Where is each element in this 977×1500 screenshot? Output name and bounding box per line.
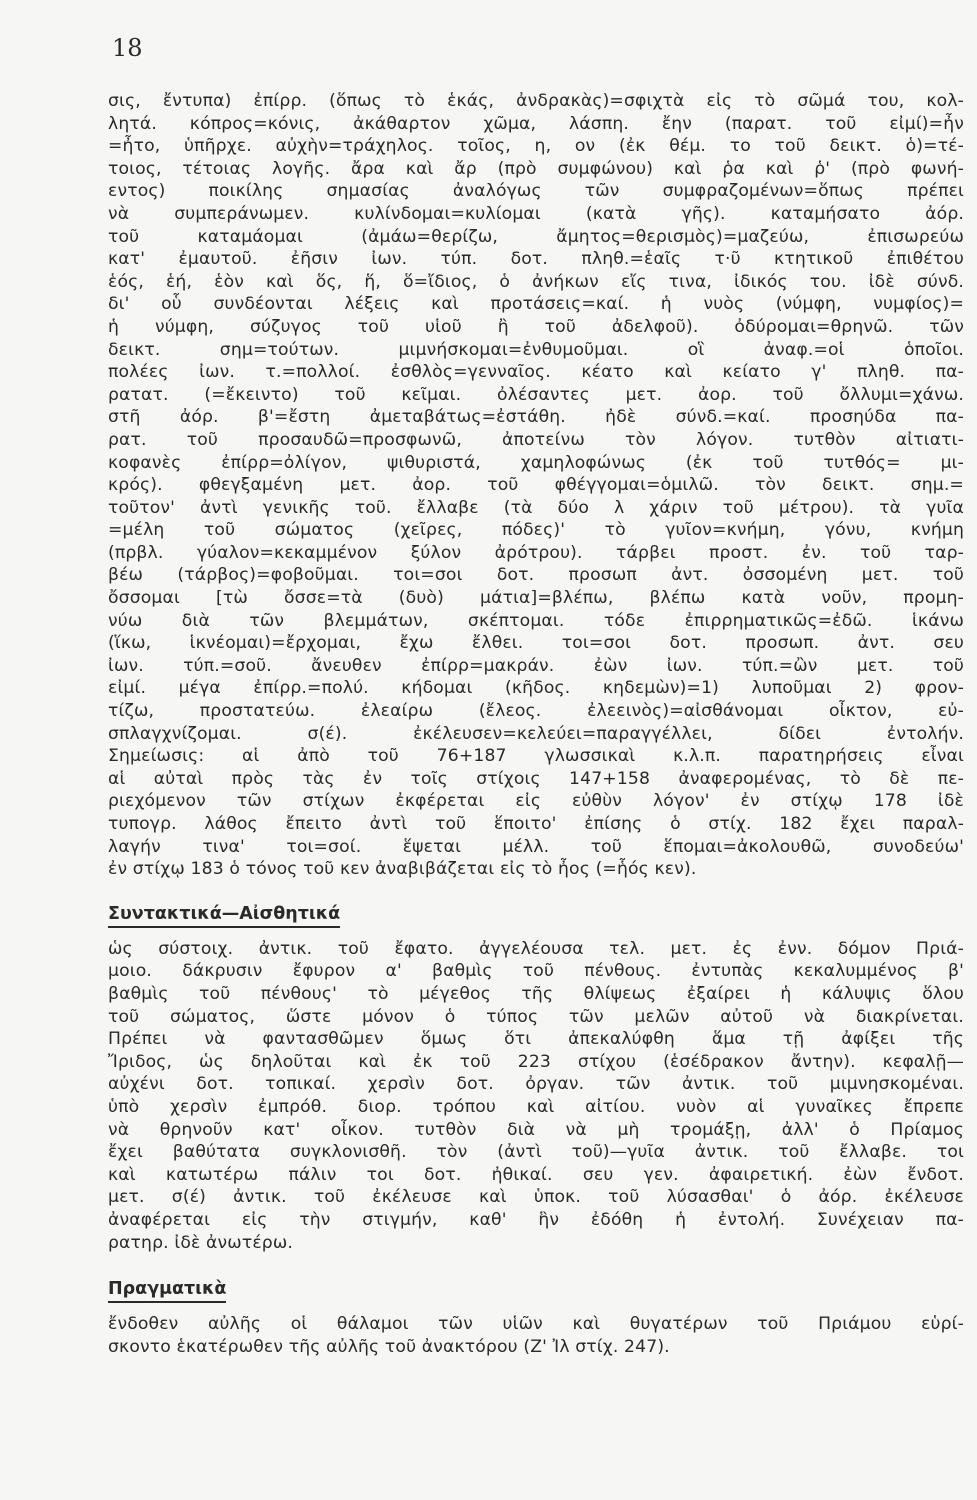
text-line: αἱ αὐταὶ πρὸς τὰς ἐν τοῖς στίχοις 147+158 ἀναφερομένας, τὸ δὲ πε- (108, 768, 964, 789)
glossary-section (108, 90, 964, 881)
text-line: Ἴριδος, ὡς δηλοῦται καὶ ἐκ τοῦ 223 στίχου (ἑσέδρακον ἄντην). κεφαλῇ— (108, 1051, 964, 1072)
text-line: σις, ἔντυπα) ἐπίρρ. (ὅπως τὸ ἑκάς, ἀνδρακὰς)=σφιχτὰ εἰς τὸ σῶμά του, κολ- (108, 91, 964, 111)
text-line: ἡ νύμφη, σύζυγος τοῦ υἱοῦ ἢ τοῦ ἀδελφοῦ). ὀδύρομαι=θρηνῶ. τῶν (108, 316, 964, 337)
text-line: λαγήν τινα' τοι=σοί. ἕψεται μέλλ. τοῦ ἕπομαι=ἀκολουθῶ, συνοδεύω' (108, 836, 964, 857)
text-line: =μέλη τοῦ σώματος (χεῖρες, πόδες)' τὸ γυῖον=κνήμη, γόνυ, κνήμη (108, 520, 964, 541)
text-line: ὡς σύστοιχ. ἀντικ. τοῦ ἔφατο. ἀγγελέουσα τελ. μετ. ἐς ἐνν. δόμον Πριά- (108, 938, 964, 959)
text-line: βέω (τάρβος)=φοβοῦμαι. τοι=σοι δοτ. προσωπ ἀντ. ὀσσομένη μετ. τοῦ (108, 565, 964, 586)
text-line: λητά. κόπρος=κόνις, ἀκάθαρτον χῶμα, λάσπη. ἔην (παρατ. τοῦ εἰμί)=ἦν (108, 113, 964, 134)
text-line: νύω διὰ τῶν βλεμμάτων, σκέπτομαι. τόδε ἐπιρρηματικῶς=ἐδῶ. ἱκάνω (108, 610, 964, 631)
text-line: σπλαγχνίζομαι. σ(έ). ἐκέλευσεν=κελεύει=παραγγέλλει, δίδει ἐντολήν. (108, 723, 964, 744)
page-body (108, 90, 964, 1358)
text-line: ρατηρ. ἰδὲ ἀνωτέρω. (108, 1232, 293, 1253)
text-line: ρατατ. (=ἔκειντο) τοῦ κεῖμαι. ὀλέσαντες μετ. ἀορ. τοῦ ὄλλυμι=χάνω. (108, 384, 964, 405)
text-line: πολέες ἰων. τ.=πολλοί. ἐσθλὸς=γενναῖος. κέατο καὶ κείατο γ' πληθ. πα- (108, 362, 964, 383)
section-heading-pragmatika: Πραγματικὰ (108, 1278, 226, 1303)
text-line: δι' οὗ συνδέονται λέξεις καὶ προτάσεις=καί. ἡ νυὸς (νύμφη, νυμφίος)= (108, 294, 964, 315)
text-line: τοῦ σώματος, ὥστε μόνον ὁ τύπος τῶν μελῶν αὐτοῦ νὰ διακρίνεται. (108, 1006, 964, 1027)
text-line: τοῦ καταμάομαι (ἀμάω=θερίζω, ἄμητος=θερισμὸς)=μαζεύω, ἐπισωρεύω (108, 226, 964, 247)
text-line: δεικτ. σημ=τούτων. μιμνήσκομαι=ἐνθυμοῦμαι. οἳ ἀναφ.=οἱ ὁποῖοι. (108, 339, 964, 360)
text-line: τυπογρ. λάθος ἔπειτο ἀντὶ τοῦ ἕποιτο' ἐπίσης ὁ στίχ. 182 ἔχει παραλ- (108, 814, 964, 834)
text-line: εἰμί. μέγα ἐπίρρ.=πολύ. κήδομαι (κῆδος. κηδεμὼν)=1) λυποῦμαι 2) φρον- (108, 678, 964, 699)
text-line: σκοντο ἑκατέρωθεν τῆς αὐλῆς τοῦ ἀνακτόρου (Ζ' Ἰλ στίχ. 247). (108, 1336, 670, 1357)
text-line: ὄσσομαι [τὼ ὄσσε=τὰ (δυὸ) μάτια]=βλέπω, βλέπω κατὰ νοῦν, προμη- (108, 588, 964, 609)
text-line: βαθμὶς τοῦ πένθους' τὸ μέγεθος τῆς θλίψεως ἐξαίρει ἡ κάλυψις ὅλου (108, 983, 964, 1004)
text-line: =ἦτο, ὑπῆρχε. αὐχὴν=τράχηλος. τοῖος, η, ον (ἐκ θέμ. το τοῦ δεικτ. ὁ)=τέ- (108, 136, 964, 157)
text-line: εντος) ποικίλης σημασίας ἀναλόγως τῶν συμφραζομένων=ὅπως πρέπει (108, 181, 964, 202)
text-line: τοῦτον' ἀντὶ γενικῆς τοῦ. ἔλλαβε (τὰ δύο λ χάριν τοῦ μέτρου). τὰ γυῖα (108, 497, 964, 518)
section-heading-syntaktika: Συντακτικά—Αἰσθητικά (108, 903, 340, 928)
syntax-section (108, 938, 964, 1254)
text-line: νὰ θρηνοῦν κατ' οἶκον. τυτθὸν διὰ νὰ μὴ τρομάξῃ, ἀλλ' ὁ Πρίαμος (108, 1119, 964, 1140)
text-line: καὶ κατωτέρω πάλιν τοι δοτ. ἠθικαί. σευ γεν. ἀφαιρετική. ἐὼν ἔνδοτ. (108, 1164, 964, 1185)
text-line: Πρέπει νὰ φαντασθῶμεν ὅμως ὅτι ἀπεκαλύφθη ἅμα τῇ ἀφίξει τῆς (108, 1029, 964, 1050)
text-line: κατ' ἐμαυτοῦ. ἐῆσιν ἰων. τύπ. δοτ. πληθ.=ἑαῖς τ·ῦ κτητικοῦ ἐπιθέτου (108, 249, 964, 270)
text-line: νὰ συμπεράνωμεν. κυλίνδομαι=κυλίομαι (κατὰ γῆς). καταμήσατο ἀόρ. (108, 203, 964, 224)
text-line: (πρβλ. γύαλον=κεκαμμένον ξύλον ἀρότρου). τάρβει προστ. ἐν. τοῦ ταρ- (108, 542, 964, 563)
realia-section (108, 1313, 964, 1358)
text-line: τίζω, προστατεύω. ἐλεαίρω (ἔλεος. ἐλεεινὸς)=αἰσθάνομαι οἶκτον, εὐ- (108, 701, 964, 722)
text-line: ριεχόμενον τῶν στίχων ἐκφέρεται εἰς εὐθὺν λόγον' ἐν στίχῳ 178 ἰδὲ (108, 791, 964, 812)
text-line: Σημείωσις: αἱ ἀπὸ τοῦ 76+187 γλωσσικαὶ κ.λ.π. παρατηρήσεις εἶναι (108, 746, 964, 767)
text-line: ὑπὸ χερσὶν ἐμπρόθ. διορ. τρόπου καὶ αἰτίου. νυὸν αἱ γυναῖκες ἔπρεπε (108, 1096, 964, 1117)
text-line: αὐχένι δοτ. τοπικαί. χερσὶν δοτ. ὀργαν. τῶν ἀντικ. τοῦ μιμνησκομέναι. (108, 1074, 964, 1095)
text-line: ἔχει βαθύτατα συγκλονισθῆ. τὸν (ἀντὶ τοῦ)—γυῖα ἀντικ. τοῦ ἔλλαβε. τοι (108, 1142, 964, 1163)
text-line: (ἵκω, ἱκνέομαι)=ἔρχομαι, ἔχω ἔλθει. τοι=σοι δοτ. προσωπ. ἀντ. σευ (108, 633, 964, 654)
text-line: ἔνδοθεν αὐλῆς οἱ θάλαμοι τῶν υἱῶν καὶ θυγατέρων τοῦ Πριάμου εὑρί- (108, 1314, 964, 1335)
text-line: μοιο. δάκρυσιν ἔφυρον α' βαθμὶς τοῦ πένθους. ἐντυπὰς κεκαλυμμένος β' (108, 961, 964, 982)
text-line: ἰων. τύπ.=σοῦ. ἄνευθεν ἐπίρρ=μακράν. ἐὼν ἰων. τύπ.=ὢν μετ. τοῦ (108, 655, 964, 676)
text-line: τοιος, τέτοιας λογῆς. ἄρα καὶ ἄρ (πρὸ συμφώνου) καὶ ῥα καὶ ῥ' (πρὸ φωνή- (108, 158, 964, 179)
text-line: ρατ. τοῦ προσαυδῶ=προσφωνῶ, ἀποτείνω τὸν λόγον. τυτθὸν αἰτιατι- (108, 429, 964, 450)
page-number: 18 (112, 34, 143, 62)
text-line: κρός). φθεγξαμένη μετ. ἀορ. τοῦ φθέγγομαι=ὁμιλῶ. τὸν δεικτ. σημ.= (108, 475, 964, 496)
text-line: ἐν στίχῳ 183 ὁ τόνος τοῦ κεν ἀναβιβάζεται εἰς τὸ ἦος (=ἧός κεν). (108, 859, 697, 880)
text-line: ἀναφέρεται εἰς τὴν στιγμήν, καθ' ἣν ἐδόθη ἡ ἐντολή. Συνέχειαν πα- (108, 1209, 964, 1230)
text-line: κοφανὲς ἐπίρρ=ὀλίγον, ψιθυριστά, χαμηλοφώνως (ἐκ τοῦ τυτθός= μι- (108, 452, 964, 473)
text-line: ἑός, ἑή, ἑὸν καὶ ὅς, ἥ, ὅ=ἴδιος, ὁ ἀνήκων εἴς τινα, ἰδικός του. ἰδὲ σύνδ. (108, 271, 964, 292)
text-line: μετ. σ(έ) ἀντικ. τοῦ ἐκέλευσε καὶ ὑποκ. τοῦ λύσασθαι' ὁ ἀόρ. ἐκέλευσε (108, 1187, 964, 1208)
text-line: στῆ ἀόρ. β'=ἔστη ἀμεταβάτως=ἐστάθη. ἠδὲ σύνδ.=καί. προσηύδα πα- (108, 407, 964, 428)
